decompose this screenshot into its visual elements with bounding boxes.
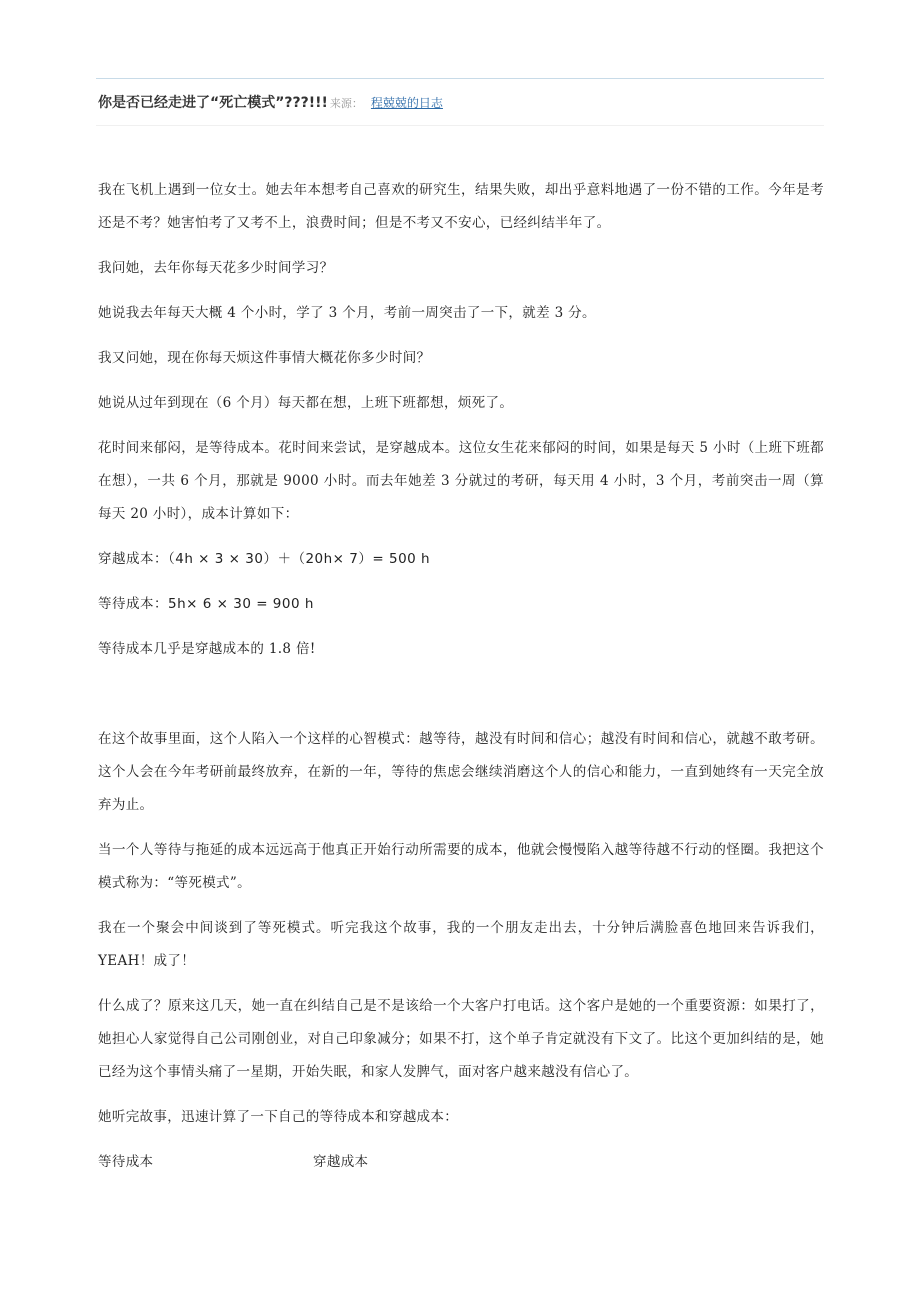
- post-header: [98, 92, 822, 116]
- column-cross-cost: 穿越成本: [313, 1154, 369, 1170]
- blank-gap: [98, 678, 824, 723]
- paragraph-12: 我在一个聚会中间谈到了等死模式。听完我这个故事，我的一个朋友走出去，十分钟后满脸喜色地回来告诉我们，YEAH！成了！: [98, 920, 824, 969]
- source-link[interactable]: 程兢兢的日志: [370, 96, 443, 110]
- cost-columns: [98, 1146, 824, 1179]
- paragraph-ratio: 等待成本几乎是穿越成本的 1.8 倍!: [98, 641, 316, 657]
- paragraph-4: 我又问她，现在你每天烦这件事情大概花你多少时间？: [98, 350, 431, 366]
- source-label: 来源：: [329, 97, 363, 110]
- article-body: [98, 174, 824, 1191]
- column-wait-cost: 等待成本: [98, 1154, 154, 1170]
- formula-wait-cost: 等待成本：5h× 6 × 30 = 900 h: [98, 596, 314, 612]
- paragraph-11: 当一个人等待与拖延的成本远远高于他真正开始行动所需要的成本，他就会慢慢陷入越等待越不行动的怪圈。我把这个模式称为：“等死模式”。: [98, 842, 824, 891]
- paragraph-3: 她说我去年每天大概 4 个小时，学了 3 个月，考前一周突击了一下，就差 3 分。: [98, 305, 596, 321]
- formula-cross-cost: 穿越成本：（4h × 3 × 30）＋（20h× 7）= 500 h: [98, 551, 431, 567]
- paragraph-5: 她说从过年到现在（6 个月）每天都在想，上班下班都想，烦死了。: [98, 395, 514, 411]
- top-divider: [96, 78, 824, 79]
- paragraph-14: 她听完故事，迅速计算了一下自己的等待成本和穿越成本：: [98, 1109, 459, 1125]
- paragraph-1: 我在飞机上遇到一位女士。她去年本想考自己喜欢的研究生，结果失败，却出乎意料地遇了一份不错的工作。今年是考还是不考？她害怕考了又考不上，浪费时间；但是不考又不安心，已经纠结半年了。: [98, 182, 824, 231]
- paragraph-13: 什么成了？原来这几天，她一直在纠结自己是不是该给一个大客户打电话。这个客户是她的一个重要资源：如果打了，她担心人家觉得自己公司刚创业，对自己印象减分；如果不打，这个单子肯定就没有下文了。比这个更加纠结的是，她已经为这个事情头痛了一星期，开始失眠，和家人发脾气，面对客户越来越没有信心了。: [98, 998, 824, 1080]
- header-divider: [96, 125, 824, 126]
- post-title: 你是否已经走进了“死亡模式”???!!!: [98, 95, 328, 111]
- paragraph-6: 花时间来郁闷，是等待成本。花时间来尝试，是穿越成本。这位女生花来郁闷的时间，如果是每天 5 小时（上班下班都在想），一共 6 个月，那就是 9000 小时。而去年她差 3 分就过的考研，每天用 4 小时，3 个月，考前突击一周（算每天 20 小时），成本计算如下：: [98, 440, 824, 522]
- paragraph-2: 我问她，去年你每天花多少时间学习？: [98, 260, 334, 276]
- paragraph-10: 在这个故事里面，这个人陷入一个这样的心智模式：越等待，越没有时间和信心；越没有时间和信心，就越不敢考研。这个人会在今年考研前最终放弃，在新的一年，等待的焦虑会继续消磨这个人的信心和能力，一直到她终有一天完全放弃为止。: [98, 731, 824, 813]
